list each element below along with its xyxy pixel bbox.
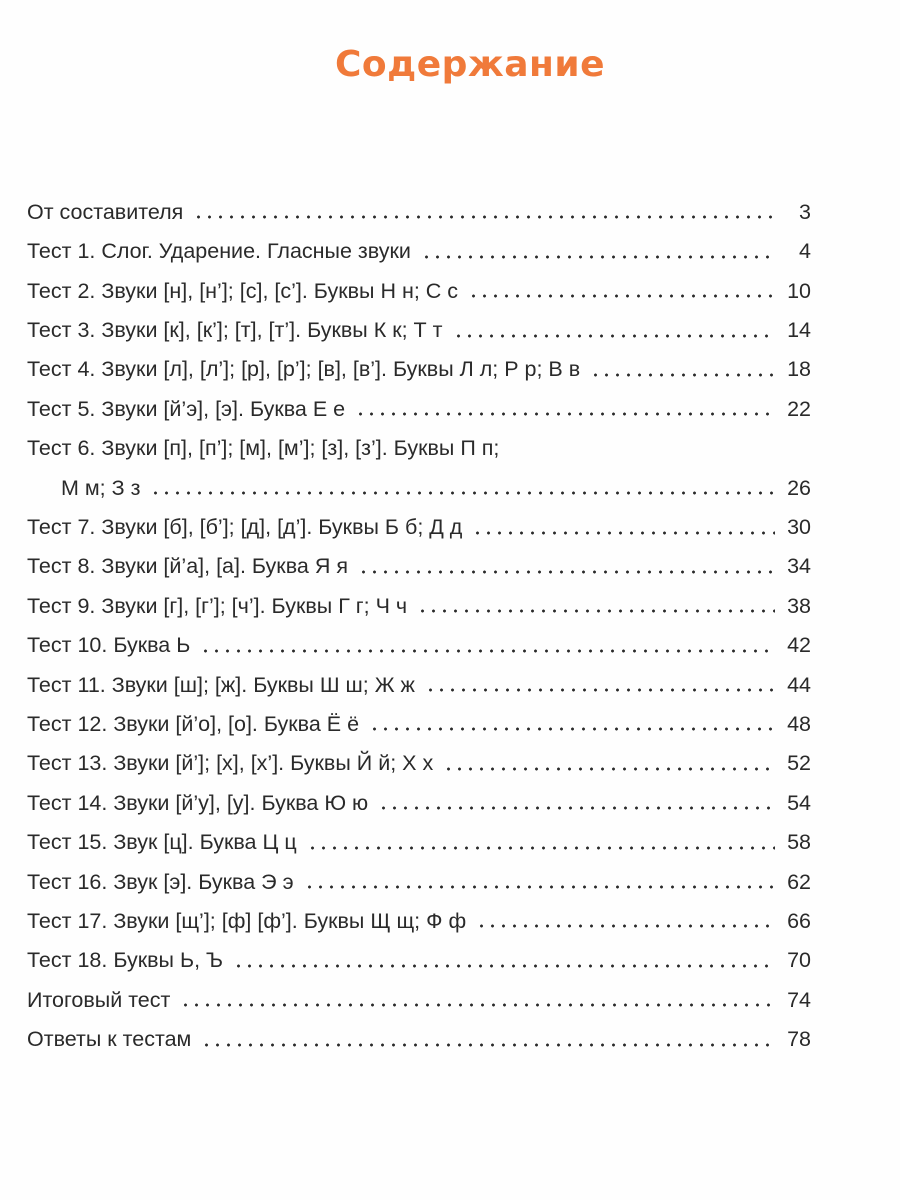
toc-entry <box>27 503 811 542</box>
toc-entry-title: Тест 9. Звуки [г], [г’]; [ч’]. Буквы Г г; Ч ч <box>27 593 408 618</box>
toc-entry <box>27 385 811 424</box>
toc-leader-dots <box>304 885 775 889</box>
toc-entry <box>27 306 811 345</box>
toc-entry-page: 14 <box>787 318 811 343</box>
table-of-contents <box>27 188 811 1055</box>
toc-entry-title: Тест 4. Звуки [л], [л’]; [р], [р’]; [в], [в’]. Буквы Л л; Р р; В в <box>27 357 581 382</box>
toc-entry-page: 78 <box>787 1027 811 1052</box>
toc-entry-title: Тест 17. Звуки [щ’]; [ф] [ф’]. Буквы Щ щ; Ф ф <box>27 908 467 933</box>
toc-leader-dots <box>468 294 775 298</box>
toc-leader-dots <box>378 806 775 810</box>
toc-leader-dots <box>472 531 775 535</box>
page-title: Содержание <box>334 44 606 85</box>
toc-leader-dots <box>200 649 775 653</box>
toc-entry <box>27 267 811 306</box>
toc-entry-title: Тест 8. Звуки [й’а], [а]. Буква Я я <box>27 554 348 579</box>
toc-entry-title: Тест 15. Звук [ц]. Буква Ц ц <box>27 830 297 855</box>
toc-leader-dots <box>307 846 775 850</box>
toc-entry-title: Тест 5. Звуки [й’э], [э]. Буква Е е <box>27 396 346 421</box>
toc-leader-dots <box>443 767 775 771</box>
toc-leader-dots <box>233 964 775 968</box>
toc-leader-dots <box>355 412 775 416</box>
toc-entry-page: 34 <box>787 554 811 579</box>
toc-entry-title: Ответы к тестам <box>27 1027 192 1052</box>
toc-entry <box>27 582 811 621</box>
toc-entry-title: Тест 6. Звуки [п], [п’]; [м], [м’]; [з], [з’]. Буквы П п; <box>27 436 500 461</box>
toc-entry-title: Тест 18. Буквы Ь, Ъ <box>27 948 224 973</box>
toc-entry-page: 48 <box>787 711 811 736</box>
toc-entry <box>27 188 811 227</box>
toc-entry-title: Итоговый тест <box>27 987 171 1012</box>
toc-entry-title: Тест 14. Звуки [й’у], [у]. Буква Ю ю <box>27 790 369 815</box>
toc-entry-page: 18 <box>787 357 811 382</box>
toc-leader-dots <box>201 1043 775 1047</box>
toc-entry <box>27 858 811 897</box>
toc-entry <box>27 661 811 700</box>
toc-entry-title: Тест 13. Звуки [й’]; [х], [х’]. Буквы Й й; Х х <box>27 751 434 776</box>
toc-entry-page: 62 <box>787 869 811 894</box>
toc-entry-title: Тест 11. Звуки [ш]; [ж]. Буквы Ш ш; Ж ж <box>27 672 415 697</box>
toc-entry-page: 54 <box>787 790 811 815</box>
toc-entry-title: От составителя <box>27 199 184 224</box>
toc-entry <box>27 976 811 1015</box>
toc-entry <box>27 621 811 660</box>
toc-entry <box>27 227 811 266</box>
toc-leader-dots <box>150 491 775 495</box>
toc-entry-page: 42 <box>787 633 811 658</box>
toc-entry-page: 4 <box>799 239 811 264</box>
toc-entry-page: 52 <box>787 751 811 776</box>
toc-leader-dots <box>358 570 775 574</box>
toc-entry-page: 26 <box>787 475 811 500</box>
toc-leader-dots <box>369 727 775 731</box>
toc-entry-title-continuation: М м; З з <box>61 475 141 500</box>
toc-entry-title: Тест 16. Звук [э]. Буква Э э <box>27 869 294 894</box>
toc-entry-title: Тест 2. Звуки [н], [н’]; [с], [с’]. Буквы Н н; С с <box>27 278 459 303</box>
toc-entry-page: 30 <box>787 515 811 540</box>
toc-leader-dots <box>421 255 775 259</box>
toc-entry-page: 58 <box>787 830 811 855</box>
toc-entry <box>27 818 811 857</box>
toc-entry <box>27 936 811 975</box>
toc-entry-page: 38 <box>787 593 811 618</box>
toc-entry <box>27 700 811 739</box>
toc-leader-dots <box>476 924 775 928</box>
toc-leader-dots <box>417 609 775 613</box>
toc-entry-page: 3 <box>799 199 811 224</box>
toc-entry <box>27 424 811 503</box>
toc-leader-dots <box>193 215 775 219</box>
toc-leader-dots <box>425 688 775 692</box>
toc-entry-page: 10 <box>787 278 811 303</box>
toc-entry <box>27 1015 811 1054</box>
toc-leader-dots <box>180 1003 775 1007</box>
toc-entry-title: Тест 10. Буква Ь <box>27 633 191 658</box>
toc-leader-dots <box>453 334 775 338</box>
toc-entry-title: Тест 1. Слог. Ударение. Гласные звуки <box>27 239 411 264</box>
toc-entry <box>27 739 811 778</box>
toc-entry-page: 66 <box>787 908 811 933</box>
toc-entry-page: 70 <box>787 948 811 973</box>
toc-leader-dots <box>590 373 775 377</box>
toc-entry-page: 74 <box>787 987 811 1012</box>
toc-entry <box>27 779 811 818</box>
toc-entry-title: Тест 7. Звуки [б], [б’]; [д], [д’]. Буквы Б б; Д д <box>27 515 463 540</box>
toc-entry-page: 44 <box>787 672 811 697</box>
toc-entry <box>27 543 811 582</box>
toc-entry-title: Тест 3. Звуки [к], [к’]; [т], [т’]. Буквы К к; Т т <box>27 318 443 343</box>
toc-entry <box>27 897 811 936</box>
toc-entry-title: Тест 12. Звуки [й’о], [о]. Буква Ё ё <box>27 711 360 736</box>
toc-entry <box>27 346 811 385</box>
toc-entry-page: 22 <box>787 396 811 421</box>
